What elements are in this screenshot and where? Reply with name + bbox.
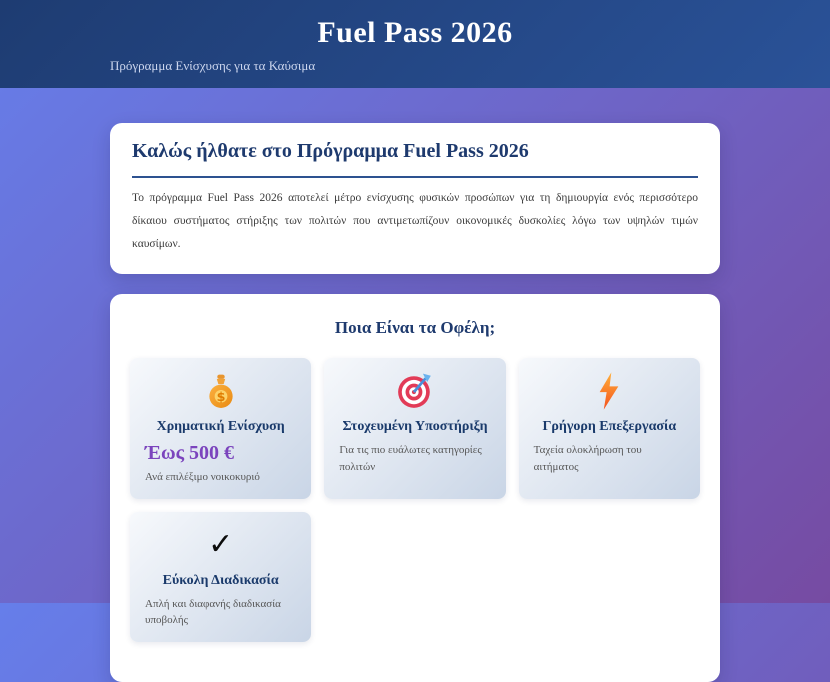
benefit-card-targeted-support <box>324 358 505 499</box>
benefit-title: Χρηματική Ενίσχυση <box>156 419 285 434</box>
benefit-title: Εύκολη Διαδικασία <box>162 572 279 588</box>
welcome-card <box>110 123 720 274</box>
benefit-subtitle: Ταχεία ολοκλήρωση του αιτήματος <box>533 444 642 473</box>
welcome-heading: Καλώς ήλθατε στο Πρόγραμμα Fuel Pass 2026 <box>132 140 529 162</box>
benefits-heading: Ποια Είναι τα Οφέλη; <box>334 318 496 337</box>
target-icon <box>339 372 490 410</box>
benefit-card-easy-process <box>130 512 311 642</box>
lightning-icon <box>534 372 685 410</box>
app-header <box>0 0 830 88</box>
benefit-card-fast-processing <box>519 358 700 499</box>
benefits-grid <box>130 358 700 642</box>
benefit-card-financial-support <box>130 358 311 499</box>
benefit-title: Στοχευμένη Υποστήριξη <box>342 419 488 434</box>
benefit-amount: Έως 500 € <box>145 442 235 464</box>
check-icon: ✓ <box>208 526 234 562</box>
page-title: Fuel Pass 2026 <box>317 16 513 49</box>
main-content <box>110 123 720 682</box>
page-subtitle: Πρόγραμμα Ενίσχυσης για τα Καύσιμα <box>110 58 316 73</box>
benefit-subtitle: Απλή και διαφανής διαδικασία υποβολής <box>145 597 281 626</box>
svg-text:$: $ <box>216 389 226 405</box>
welcome-body: Το πρόγραμμα Fuel Pass 2026 αποτελεί μέτρο ενίσχυσης φυσικών προσώπων για τη δημιουργία ενός περισσότερο δίκαιου συστήματος στήριξης των πολιτών που αντιμετωπίζουν οικονομικές δυσκολίες λόγω των υψηλών τιμών καυσίμων. <box>132 192 698 250</box>
benefit-subtitle: Για τις πιο ευάλωτες κατηγορίες πολιτών <box>339 444 482 473</box>
money-bag-icon <box>145 372 296 410</box>
heading-divider <box>132 176 698 178</box>
benefit-subtitle: Ανά επιλέξιμο νοικοκυριό <box>145 471 260 483</box>
benefit-title: Γρήγορη Επεξεργασία <box>542 419 677 434</box>
benefits-panel <box>110 294 720 682</box>
